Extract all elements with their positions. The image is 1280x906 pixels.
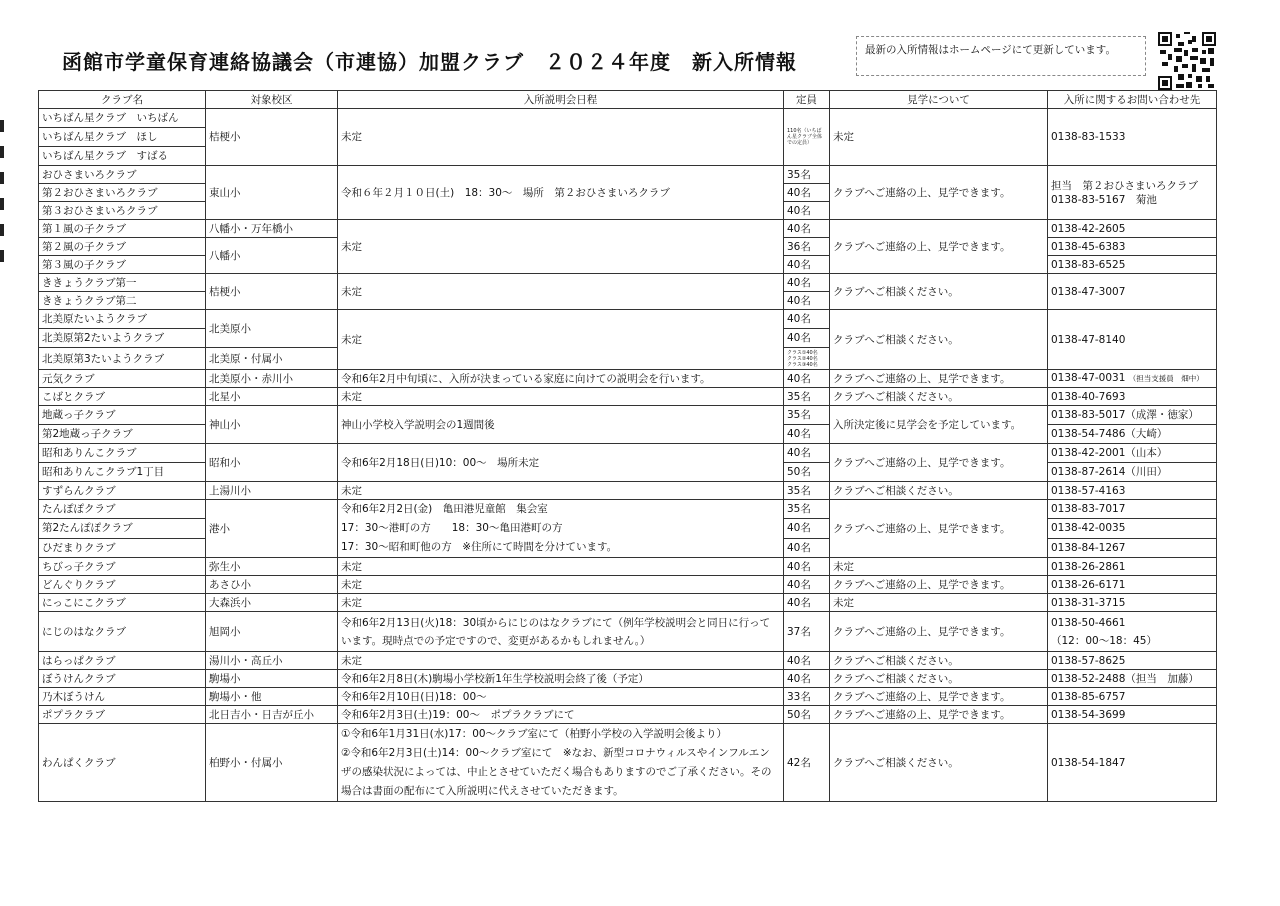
session-cell: 未定 (338, 576, 784, 594)
capacity-cell: 35名 (784, 482, 830, 500)
club-name: ひだまりクラブ (39, 538, 206, 557)
school-cell: 弥生小 (206, 558, 338, 576)
session-line: ①令和6年1月31日(水)17：00～クラブ室にて（柏野小学校の入学説明会後より） (341, 727, 728, 740)
contact-cell: 0138-87-2614（川田） (1048, 463, 1217, 482)
contact-cell: 0138-42-2001（山本） (1048, 444, 1217, 463)
visit-cell: クラブへご連絡の上、見学できます。 (830, 688, 1048, 706)
capacity-cell: 40名 (784, 670, 830, 688)
contact-cell: 0138-40-7693 (1048, 388, 1217, 406)
visit-cell: 未定 (830, 109, 1048, 166)
visit-cell: クラブへご連絡の上、見学できます。 (830, 220, 1048, 274)
club-name: わんぱくクラブ (39, 724, 206, 802)
contact-cell: 0138-45-6383 (1048, 238, 1217, 256)
school-cell: 湯川小・高丘小 (206, 652, 338, 670)
contact-cell: 0138-83-7017 (1048, 500, 1217, 519)
capacity-cell: 40名 (784, 292, 830, 310)
table-row (39, 220, 1217, 238)
club-name: すずらんクラブ (39, 482, 206, 500)
club-name: にっこにこクラブ (39, 594, 206, 612)
session-cell: 未定 (338, 652, 784, 670)
capacity-cell: 40名 (784, 274, 830, 292)
school-cell: 北星小 (206, 388, 338, 406)
school-cell: 北日吉小・日吉が丘小 (206, 706, 338, 724)
table-row (39, 274, 1217, 292)
capacity-cell: 50名 (784, 706, 830, 724)
capacity-cell: 33名 (784, 688, 830, 706)
club-name: 北美原たいようクラブ (39, 310, 206, 329)
header-visit: 見学について (830, 91, 1048, 109)
qr-code-icon[interactable] (1158, 32, 1216, 90)
school-cell: 東山小 (206, 166, 338, 220)
club-name: こばとクラブ (39, 388, 206, 406)
capacity-cell: 40名 (784, 310, 830, 329)
visit-cell: クラブへご相談ください。 (830, 482, 1048, 500)
capacity-cell: 35名 (784, 500, 830, 519)
capacity-cell: 40名 (784, 558, 830, 576)
visit-cell: クラブへご連絡の上、見学できます。 (830, 370, 1048, 388)
capacity-note-cell (784, 348, 830, 370)
contact-cell: 0138-84-1267 (1048, 538, 1217, 557)
school-cell: 港小 (206, 500, 338, 558)
contact-cell: 0138-83-1533 (1048, 109, 1217, 166)
capacity-cell: 110名（いちばん星クラブ全体での定員） (784, 109, 830, 166)
contact-cell (1048, 370, 1217, 388)
contact-cell: 0138-42-2605 (1048, 220, 1217, 238)
capacity-cell: 40名 (784, 220, 830, 238)
session-cell (338, 500, 784, 558)
school-cell: 桔梗小 (206, 274, 338, 310)
session-cell: 令和6年2月18日(日)10：00～ 場所未定 (338, 444, 784, 482)
club-name: 第２風の子クラブ (39, 238, 206, 256)
session-cell: 令和6年2月中旬頃に、入所が決まっている家庭に向けての説明会を行います。 (338, 370, 784, 388)
table-row (39, 310, 1217, 329)
header-contact: 入所に関するお問い合わせ先 (1048, 91, 1217, 109)
capacity-cell: 36名 (784, 238, 830, 256)
capacity-cell: 40名 (784, 576, 830, 594)
contact-cell: 0138-26-2861 (1048, 558, 1217, 576)
capacity-cell: 40名 (784, 519, 830, 538)
school-cell: 柏野小・付属小 (206, 724, 338, 802)
session-line: 令和6年2月2日(金) 亀田港児童館 集会室 (341, 503, 548, 515)
capacity-note: クラス③40名 (787, 361, 818, 368)
capacity-cell: 40名 (784, 538, 830, 557)
contact-line: 担当 第２おひさまいろクラブ (1051, 179, 1198, 192)
session-line: ②令和6年2月3日(土)14：00～クラブ室にて ※なお、新型コロナウィルスやインフルエンザの感染状況によっては、中止とさせていただく場合もありますのでご了承ください。その場合は書面の配布にて入所説明に代えさせていただきます。 (341, 746, 772, 797)
table-row (39, 482, 1217, 500)
school-cell: 駒場小・他 (206, 688, 338, 706)
contact-number: 0138-47-0031 (1051, 372, 1126, 384)
school-cell: 桔梗小 (206, 109, 338, 166)
school-cell: 北美原小・赤川小 (206, 370, 338, 388)
club-name: 第2地蔵っ子クラブ (39, 425, 206, 444)
session-cell: 未定 (338, 482, 784, 500)
contact-line: 0138-83-5167 菊池 (1051, 193, 1157, 206)
club-name: いちばん星クラブ いちばん (39, 109, 206, 128)
club-name: 北美原第3たいようクラブ (39, 348, 206, 370)
school-cell: 北美原小 (206, 310, 338, 348)
session-cell (338, 724, 784, 802)
session-cell: 未定 (338, 388, 784, 406)
table-row (39, 670, 1217, 688)
contact-cell: 0138-83-5017（成澤・徳家） (1048, 406, 1217, 425)
visit-cell: クラブへご相談ください。 (830, 652, 1048, 670)
update-notice: 最新の入所情報はホームページにて更新しています。 (856, 36, 1146, 76)
contact-cell: 0138-83-6525 (1048, 256, 1217, 274)
school-cell: 大森浜小 (206, 594, 338, 612)
visit-cell: クラブへご連絡の上、見学できます。 (830, 612, 1048, 652)
club-name: ききょうクラブ第一 (39, 274, 206, 292)
session-cell: 令和６年２月１０日(土) 18：30～ 場所 第２おひさまいろクラブ (338, 166, 784, 220)
club-table (38, 90, 1217, 802)
capacity-cell: 40名 (784, 370, 830, 388)
club-name: たんぽぽクラブ (39, 500, 206, 519)
contact-cell: 0138-54-3699 (1048, 706, 1217, 724)
session-cell: 未定 (338, 310, 784, 370)
club-name: 元気クラブ (39, 370, 206, 388)
header-school: 対象校区 (206, 91, 338, 109)
contact-cell: 0138-57-4163 (1048, 482, 1217, 500)
visit-cell: 未定 (830, 594, 1048, 612)
club-name: おひさまいろクラブ (39, 166, 206, 184)
header-session: 入所説明会日程 (338, 91, 784, 109)
club-name: はらっぱクラブ (39, 652, 206, 670)
session-cell: 未定 (338, 220, 784, 274)
session-line: 17：30～昭和町他の方 ※住所にて時間を分けています。 (341, 541, 618, 553)
contact-cell: 0138-85-6757 (1048, 688, 1217, 706)
capacity-note: クラス①40名 (787, 349, 818, 356)
club-name: 昭和ありんこクラブ (39, 444, 206, 463)
visit-cell: クラブへご相談ください。 (830, 724, 1048, 802)
capacity-cell: 40名 (784, 202, 830, 220)
table-header-row (39, 91, 1217, 109)
session-cell: 未定 (338, 558, 784, 576)
club-name: どんぐりクラブ (39, 576, 206, 594)
contact-cell (1048, 612, 1217, 652)
session-cell: 令和6年2月3日(土)19：00～ ポプラクラブにて (338, 706, 784, 724)
school-cell: あさひ小 (206, 576, 338, 594)
table-row (39, 576, 1217, 594)
session-line: 17：30～港町の方 18：30～亀田港町の方 (341, 522, 563, 534)
table-row (39, 594, 1217, 612)
capacity-cell: 35名 (784, 406, 830, 425)
visit-cell: クラブへご相談ください。 (830, 388, 1048, 406)
capacity-cell: 40名 (784, 652, 830, 670)
club-name: ちびっ子クラブ (39, 558, 206, 576)
session-cell: 神山小学校入学説明会の1週間後 (338, 406, 784, 444)
capacity-cell: 40名 (784, 256, 830, 274)
table-row (39, 109, 1217, 128)
contact-cell: 0138-54-1847 (1048, 724, 1217, 802)
capacity-note: クラス②40名 (787, 355, 818, 362)
contact-cell: 0138-54-7486（大崎） (1048, 425, 1217, 444)
table-row (39, 706, 1217, 724)
visit-cell: クラブへご連絡の上、見学できます。 (830, 576, 1048, 594)
visit-cell: クラブへご相談ください。 (830, 274, 1048, 310)
capacity-cell: 50名 (784, 463, 830, 482)
club-name: 第１風の子クラブ (39, 220, 206, 238)
session-cell: 令和6年2月10日(日)18：00～ (338, 688, 784, 706)
table-row (39, 388, 1217, 406)
table-row (39, 688, 1217, 706)
visit-cell: クラブへご相談ください。 (830, 310, 1048, 370)
capacity-cell: 37名 (784, 612, 830, 652)
club-name: 第2たんぽぽクラブ (39, 519, 206, 538)
table-row (39, 444, 1217, 463)
visit-cell: クラブへご連絡の上、見学できます。 (830, 706, 1048, 724)
session-cell: 未定 (338, 274, 784, 310)
session-cell: 未定 (338, 109, 784, 166)
visit-cell: 入所決定後に見学会を予定しています。 (830, 406, 1048, 444)
school-cell: 駒場小 (206, 670, 338, 688)
contact-line: 0138-50-4661 (1051, 616, 1126, 629)
contact-cell: 0138-26-6171 (1048, 576, 1217, 594)
contact-cell: 0138-52-2488（担当 加藤） (1048, 670, 1217, 688)
capacity-cell: 40名 (784, 184, 830, 202)
contact-cell: 0138-31-3715 (1048, 594, 1217, 612)
contact-cell (1048, 166, 1217, 220)
capacity-cell: 40名 (784, 444, 830, 463)
school-cell: 八幡小 (206, 238, 338, 274)
visit-cell: クラブへご相談ください。 (830, 670, 1048, 688)
capacity-cell: 35名 (784, 388, 830, 406)
visit-cell: クラブへご連絡の上、見学できます。 (830, 500, 1048, 558)
visit-cell: クラブへご連絡の上、見学できます。 (830, 166, 1048, 220)
scan-edge-marks (0, 120, 4, 276)
table-row (39, 612, 1217, 652)
table-row (39, 724, 1217, 802)
capacity-cell: 35名 (784, 166, 830, 184)
contact-note: （担当支援員 畑中） (1128, 374, 1204, 383)
table-row (39, 652, 1217, 670)
table-row (39, 166, 1217, 184)
club-name: 北美原第2たいようクラブ (39, 329, 206, 348)
table-row (39, 370, 1217, 388)
school-cell: 北美原・付属小 (206, 348, 338, 370)
club-name: 第３おひさまいろクラブ (39, 202, 206, 220)
club-name: 地蔵っ子クラブ (39, 406, 206, 425)
club-name: ききょうクラブ第二 (39, 292, 206, 310)
session-cell: 未定 (338, 594, 784, 612)
school-cell: 八幡小・万年橋小 (206, 220, 338, 238)
contact-cell: 0138-42-0035 (1048, 519, 1217, 538)
contact-cell: 0138-47-8140 (1048, 310, 1217, 370)
page-title: 函館市学童保育連絡協議会（市連協）加盟クラブ ２０２４年度 新入所情報 (62, 50, 797, 74)
school-cell: 上湯川小 (206, 482, 338, 500)
visit-cell: クラブへご連絡の上、見学できます。 (830, 444, 1048, 482)
contact-cell: 0138-47-3007 (1048, 274, 1217, 310)
club-name: ぼうけんクラブ (39, 670, 206, 688)
club-name: 第３風の子クラブ (39, 256, 206, 274)
table-row (39, 558, 1217, 576)
table-row (39, 500, 1217, 519)
club-name: 昭和ありんこクラブ1丁目 (39, 463, 206, 482)
school-cell: 昭和小 (206, 444, 338, 482)
session-cell: 令和6年2月8日(木)駒場小学校新1年生学校説明会終了後（予定） (338, 670, 784, 688)
club-name: いちばん星クラブ ほし (39, 128, 206, 147)
school-cell: 旭岡小 (206, 612, 338, 652)
table-row (39, 406, 1217, 425)
school-cell: 神山小 (206, 406, 338, 444)
club-name: ポプラクラブ (39, 706, 206, 724)
contact-cell: 0138-57-8625 (1048, 652, 1217, 670)
capacity-cell: 40名 (784, 594, 830, 612)
club-name: 乃木ぼうけん (39, 688, 206, 706)
visit-cell: 未定 (830, 558, 1048, 576)
header-club: クラブ名 (39, 91, 206, 109)
club-name: 第２おひさまいろクラブ (39, 184, 206, 202)
club-name: いちばん星クラブ すばる (39, 147, 206, 166)
header-capacity: 定員 (784, 91, 830, 109)
club-name: にじのはなクラブ (39, 612, 206, 652)
session-cell: 令和6年2月13日(火)18：30頃からにじのはなクラブにて（例年学校説明会と同日に行っています。現時点での予定ですので、変更があるかもしれません。） (338, 612, 784, 652)
capacity-cell: 40名 (784, 425, 830, 444)
contact-line: （12：00～18：45） (1051, 634, 1157, 647)
capacity-cell: 40名 (784, 329, 830, 348)
capacity-cell: 42名 (784, 724, 830, 802)
